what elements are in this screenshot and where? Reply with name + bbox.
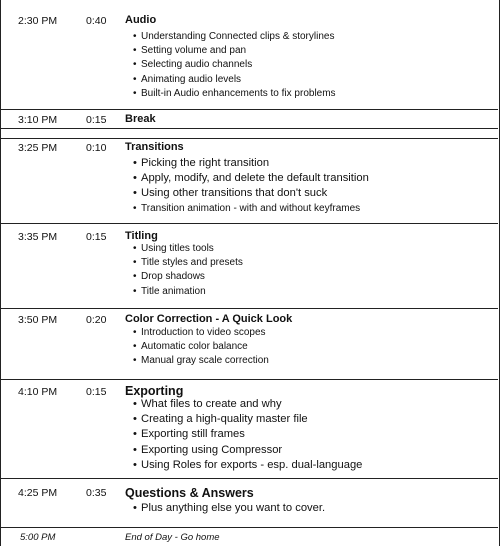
session-duration: 0:35: [86, 487, 107, 499]
topic-item: • Using titles tools: [133, 242, 243, 256]
topic-item: • Manual gray scale correction: [133, 354, 269, 368]
topic-item: • Setting volume and pan: [133, 44, 336, 58]
session-title: Transitions: [125, 141, 184, 153]
schedule-row-exporting: [1, 380, 498, 479]
session-duration: 0:15: [86, 231, 107, 243]
session-title: Titling: [125, 230, 158, 242]
session-duration: 0:15: [86, 114, 107, 126]
schedule-row-audio: [1, 0, 498, 110]
topic-item: • Selecting audio channels: [133, 58, 336, 72]
session-title: Exporting: [125, 384, 184, 398]
end-of-day-note: End of Day - Go home: [125, 532, 220, 543]
session-time: 3:50 PM: [18, 314, 58, 326]
topic-item: • Picking the right transition: [133, 156, 369, 171]
session-title: Audio: [125, 14, 157, 26]
session-duration: 0:10: [86, 142, 107, 154]
session-title: Questions & Answers: [125, 486, 254, 500]
session-topic-list: [133, 156, 369, 216]
session-time: 4:25 PM: [18, 487, 58, 499]
session-duration: 0:40: [86, 15, 107, 27]
schedule-row-titling: [1, 224, 498, 309]
topic-item: • Transition animation - with and without keyframes: [133, 202, 369, 216]
topic-item: • Introduction to video scopes: [133, 326, 269, 340]
schedule-row-transitions: [1, 139, 498, 224]
topic-item: • Creating a high-quality master file: [133, 412, 362, 427]
topic-item: • Apply, modify, and delete the default transition: [133, 171, 369, 186]
session-topic-list: [133, 326, 269, 369]
session-topic-list: [133, 242, 243, 299]
session-duration: 0:15: [86, 386, 107, 398]
topic-item: • Automatic color balance: [133, 340, 269, 354]
topic-item: • Exporting still frames: [133, 427, 362, 442]
topic-item: • What files to create and why: [133, 397, 362, 412]
topic-item: • Title styles and presets: [133, 256, 243, 270]
session-topic-list: [133, 30, 336, 101]
session-time: 3:25 PM: [18, 142, 58, 154]
session-title: Break: [125, 113, 156, 125]
topic-item: • Drop shadows: [133, 270, 243, 284]
topic-item: • Exporting using Compressor: [133, 443, 362, 458]
session-time: 3:10 PM: [18, 114, 58, 126]
schedule-row-color-correction: [1, 309, 498, 380]
topic-item: • Using other transitions that don't suck: [133, 186, 369, 201]
session-topic-list: [133, 397, 362, 473]
session-duration: 0:20: [86, 314, 107, 326]
session-topic-list: [133, 501, 325, 516]
topic-item: • Built-in Audio enhancements to fix problems: [133, 87, 336, 101]
topic-item: • Understanding Connected clips & storylines: [133, 30, 336, 44]
session-time: 4:10 PM: [18, 386, 58, 398]
session-title: Color Correction - A Quick Look: [125, 313, 293, 325]
end-time: 5:00 PM: [20, 532, 56, 543]
schedule-gap-row: [1, 129, 498, 139]
topic-item: • Using Roles for exports - esp. dual-language: [133, 458, 362, 473]
topic-item: • Plus anything else you want to cover.: [133, 501, 325, 516]
schedule-row-questions: [1, 479, 498, 528]
schedule-row-break: [1, 110, 498, 129]
session-time: 2:30 PM: [18, 15, 58, 27]
topic-item: • Title animation: [133, 285, 243, 299]
topic-item: • Animating audio levels: [133, 73, 336, 87]
session-time: 3:35 PM: [18, 231, 58, 243]
